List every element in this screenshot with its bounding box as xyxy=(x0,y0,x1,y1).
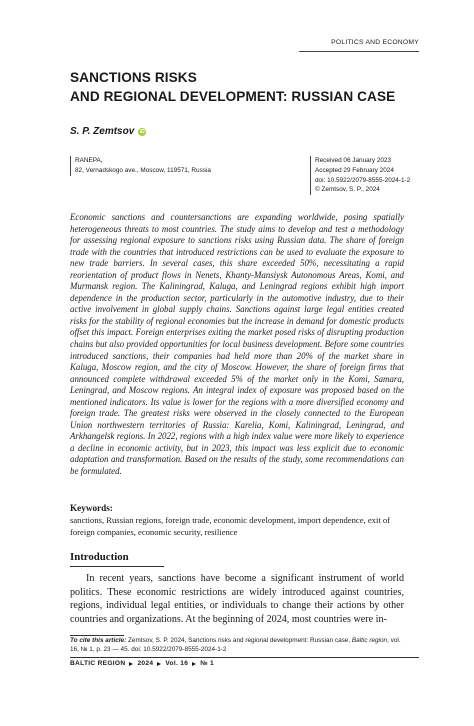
affiliation-line-2: 82, Vernadskogo ave., Moscow, 119571, Russia xyxy=(75,166,211,174)
keywords-heading: Keywords: xyxy=(70,503,113,513)
citation-text-before: Zemtsov, S. P. 2024, Sanctions risks and regional development: Russian case, xyxy=(126,637,352,644)
author-name: S. P. Zemtsov xyxy=(70,126,135,137)
footer-journal: BALTIC REGION xyxy=(70,660,126,667)
article-dates xyxy=(310,156,410,195)
citation-journal: Baltic region xyxy=(351,637,388,644)
affiliation xyxy=(70,156,211,176)
article-title xyxy=(70,68,430,106)
footer-year: 2024 xyxy=(137,660,154,667)
title-line-2: AND REGIONAL DEVELOPMENT: RUSSIAN CASE xyxy=(70,89,396,104)
orcid-icon[interactable]: iD xyxy=(139,128,145,135)
footer-volume: Vol. 16 xyxy=(165,660,189,667)
running-footer xyxy=(70,660,214,667)
footer-number: № 1 xyxy=(200,660,214,667)
abstract: Economic sanctions and countersanctions are expanding worldwide, posing spatially heterogeneous threats to most countries. The study aims to develop and test a methodology for assessing regional exposure to sanctions risks using Russian data. The share of foreign trade with the countries that introduced restrictions can be used to evaluate the exposure to new trade barriers. In several cases, this share exceeded 50%, necessitating a rapid reorientation of product flows in Nenets, Khanty-Mansiysk Autonomous Areas, Komi, and Murmansk region. The Kaliningrad, Kaluga, and Leningrad regions exhibit high import dependence in the production sector, particularly in the automotive industry, due to their active involvement in global supply chains. Sanctions against large legal entities created risks for the stability of regional economies but the increase in demand for domestic products offset this impact. Foreign enterprises exiting the market posed risks of disrupting production chains but also provided opportunities for local business development. Before some countries introduced sanctions, their companies had held more than 20% of the market share in Kaluga, Moscow region, and the city of Moscow. However, the share of foreign firms that announced complete withdrawal exceeded 5% of the market only in the Komi, Samara, Leningrad, and Moscow regions. An integral index of exposure was proposed based on the mentioned indicators. Its value is lower for the regions with a more diversified economy and foreign trade. The greatest risks were observed in the closely connected to the European Union northwestern territories of Russia: Karelia, Komi, Kaliningrad, Leningrad, and Arkhangelsk regions. In 2022, regions with a high index value were more likely to experience a decline in economic activity, but in 2023, this impact was less explicit due to economic adaptation and transformation. Based on the results of the study, some recommendations can be formulated. xyxy=(70,212,404,477)
title-line-1: SANCTIONS RISKS xyxy=(70,70,197,85)
triangle-separator-icon xyxy=(157,662,161,666)
section-label: POLITICS AND ECONOMY xyxy=(331,39,419,46)
copyright: © Zemtsov, S. P., 2024 xyxy=(315,186,380,194)
introduction-underline xyxy=(70,566,164,567)
section-divider xyxy=(299,51,419,52)
citation xyxy=(70,637,410,654)
citation-label: To cite this article: xyxy=(70,637,127,644)
introduction-heading: Introduction xyxy=(70,551,129,563)
keywords-list: sanctions, Russian regions, foreign trade, economic development, import dependence, exit of foreign companies, economic security, resilience xyxy=(70,515,391,537)
citation-text-after: , vol. 16, № 1, p. 23 — 45. doi: 10.5922/2079-8555-2024-1-2 xyxy=(70,637,401,653)
doi[interactable]: doi: 10.5922/2079-8555-2024-1-2 xyxy=(315,176,411,184)
author xyxy=(70,126,146,137)
received-date: Received 06 January 2023 xyxy=(315,157,392,164)
triangle-separator-icon xyxy=(192,662,196,666)
affiliation-line-1: RANEPA, xyxy=(75,157,103,164)
accepted-date: Accepted 29 February 2024 xyxy=(315,166,394,174)
introduction-text: In recent years, sanctions have become a significant instrument of world politics. These economic restrictions are widely introduced against countries, regions, individual legal entities, or individuals to change their actions by other countries and organizations. At the beginning of 2024, most countries were in- xyxy=(70,573,404,625)
citation-divider xyxy=(70,635,124,636)
footer-divider xyxy=(70,657,419,658)
triangle-separator-icon xyxy=(129,662,133,666)
